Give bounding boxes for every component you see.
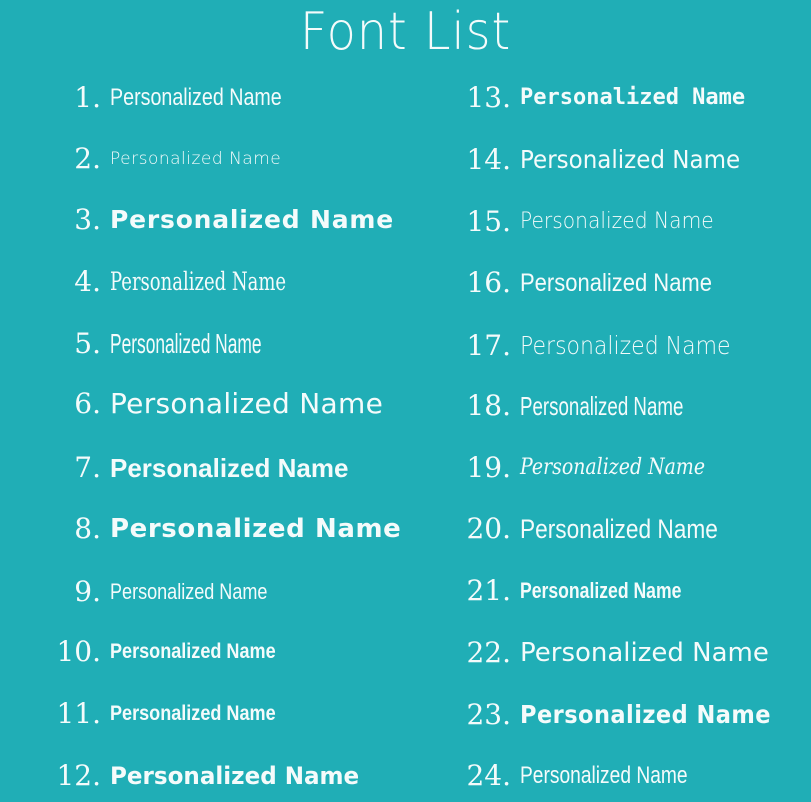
font-sample: Personalized Name bbox=[110, 387, 384, 420]
font-option-15[interactable] bbox=[430, 202, 731, 242]
font-number: 16. bbox=[466, 266, 511, 299]
font-sample: Personalized Name bbox=[110, 514, 402, 544]
font-number: 24. bbox=[466, 759, 511, 792]
font-number: 15. bbox=[466, 205, 511, 238]
font-sample: Personalized Name bbox=[520, 700, 771, 729]
font-number: 8. bbox=[74, 512, 101, 545]
font-sample: Personalized Name bbox=[110, 702, 276, 725]
font-number: 3. bbox=[74, 203, 101, 236]
font-number: 9. bbox=[74, 575, 101, 608]
font-number: 20. bbox=[466, 512, 511, 545]
font-number: 12. bbox=[56, 759, 101, 792]
font-number: 6. bbox=[74, 387, 101, 420]
font-option-21[interactable] bbox=[430, 571, 722, 611]
font-option-4[interactable] bbox=[0, 262, 355, 302]
font-option-3[interactable] bbox=[0, 200, 394, 240]
font-sample: Personalized Name bbox=[520, 762, 688, 789]
font-option-13[interactable] bbox=[430, 78, 745, 118]
font-option-8[interactable] bbox=[0, 509, 401, 549]
font-sample: Personalized Name bbox=[110, 84, 282, 111]
font-sample: Personalized Name bbox=[110, 267, 287, 296]
font-option-23[interactable] bbox=[430, 695, 799, 735]
font-sample: Personalized Name bbox=[520, 514, 718, 544]
font-sample: Personalized Name bbox=[520, 209, 714, 234]
font-number: 7. bbox=[74, 451, 101, 484]
font-sample: Personalized Name bbox=[110, 453, 349, 483]
font-option-9[interactable] bbox=[0, 572, 302, 612]
font-number: 13. bbox=[466, 81, 511, 114]
font-sample: Personalized Name bbox=[110, 640, 276, 663]
font-sample: Personalized Name bbox=[110, 579, 268, 604]
font-option-19[interactable] bbox=[430, 448, 735, 488]
font-sample: Personalized Name bbox=[110, 762, 360, 790]
font-option-5[interactable] bbox=[0, 324, 354, 364]
font-option-12[interactable] bbox=[0, 756, 370, 796]
font-sample: Personalized Name bbox=[520, 391, 684, 421]
font-sample: Personalized Name bbox=[520, 578, 682, 603]
font-sample: Personalized Name bbox=[110, 149, 282, 169]
font-option-24[interactable] bbox=[430, 756, 729, 796]
font-number: 10. bbox=[56, 635, 101, 668]
font-option-7[interactable] bbox=[0, 448, 348, 488]
font-sample: Personalized Name bbox=[520, 269, 712, 297]
font-sample: Personalized Name bbox=[520, 145, 741, 174]
font-number: 18. bbox=[466, 389, 511, 422]
page-title: Font List bbox=[299, 2, 512, 62]
font-number: 19. bbox=[466, 451, 511, 484]
font-sample: Personalized Name bbox=[520, 85, 746, 110]
font-number: 22. bbox=[466, 636, 511, 669]
font-option-2[interactable] bbox=[0, 139, 281, 179]
font-sample: Personalized Name bbox=[110, 328, 262, 359]
font-option-14[interactable] bbox=[430, 140, 759, 180]
font-sample: Personalized Name bbox=[110, 205, 394, 234]
font-option-6[interactable] bbox=[0, 384, 383, 424]
font-number: 17. bbox=[466, 329, 511, 362]
font-option-17[interactable] bbox=[430, 326, 759, 366]
font-number: 23. bbox=[466, 698, 511, 731]
font-number: 21. bbox=[466, 574, 511, 607]
font-number: 2. bbox=[74, 142, 101, 175]
font-number: 5. bbox=[74, 327, 101, 360]
font-option-22[interactable] bbox=[430, 633, 769, 673]
font-sample: Personalized Name bbox=[520, 638, 769, 668]
font-number: 14. bbox=[466, 143, 511, 176]
font-number: 1. bbox=[74, 81, 101, 114]
font-sample: Personalized Name bbox=[520, 455, 706, 480]
font-option-10[interactable] bbox=[0, 632, 303, 672]
font-option-20[interactable] bbox=[430, 509, 756, 549]
font-option-16[interactable] bbox=[430, 263, 738, 303]
font-option-18[interactable] bbox=[430, 386, 747, 426]
font-option-1[interactable] bbox=[0, 78, 319, 118]
font-number: 11. bbox=[56, 697, 101, 730]
font-option-11[interactable] bbox=[0, 694, 303, 734]
font-number: 4. bbox=[74, 265, 101, 298]
font-sample: Personalized Name bbox=[520, 331, 731, 360]
